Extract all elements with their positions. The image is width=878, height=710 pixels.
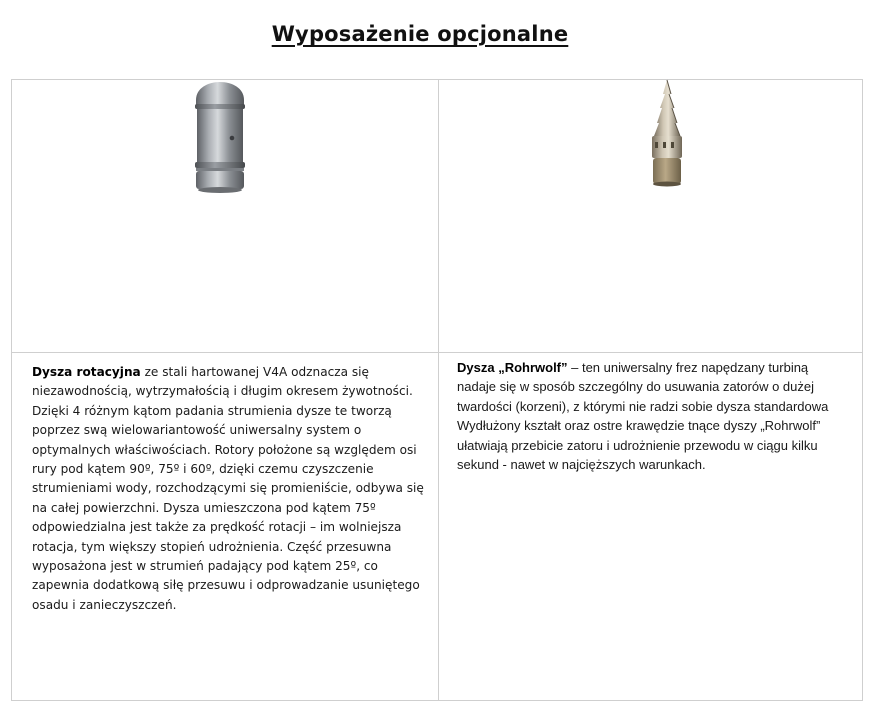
product-description-text: – ten uniwersalny frez napędzany turbiną nadaje się w sposób szczególny do usuwania zatorów o dużej twardości (korzeni), z którymi nie radzi sobie dysza standardowa Wydłużony kształt oraz ostre krawędzie tnące dyszy „Rohrwolf” ułatwiają przebicie zatoru i udrożnienie przewodu w ciągu kilku sekund - nawet w najcięższych warunkach. bbox=[457, 360, 829, 473]
product-description-text: ze stali hartowanej V4A odznacza się niezawodnością, wytrzymałością i długim okresem żywotności. Dzięki 4 różnym kątom padania strumienia dysze te tworzą poprzez swą wielowariantowość uniwersalny system o optymalnych właściwościach. Rotory położone są względem osi rury pod kątem 90º, 75º i 60º, dzięki czemu czyszczenie strumieniami wody, rozchodzącymi się promieniście, odbywa się na całej powierzchni. Dysza umieszczona pod kątem 75º odpowiedzialna jest także za prędkość rotacji – im wolniejsza rotacja, tym większy stopień udrożnienia. Część przesuwna wyposażona jest w strumień padający pod kątem 25º, co zapewnia dodatkową siłę przesuwu i odprowadzanie usuniętego osadu i zanieczyszczeń. bbox=[32, 365, 424, 612]
product-name: Dysza „Rohrwolf” bbox=[457, 360, 568, 375]
rotary-nozzle-description bbox=[32, 363, 424, 615]
column-divider bbox=[438, 80, 439, 700]
rohrwolf-nozzle-description bbox=[457, 358, 849, 474]
page-title: Wyposażenie opcjonalne bbox=[271, 22, 569, 46]
row-divider bbox=[12, 352, 862, 353]
rotary-nozzle-icon bbox=[190, 70, 250, 200]
product-name: Dysza rotacyjna bbox=[32, 365, 141, 379]
rohrwolf-cutter-nozzle-icon bbox=[644, 78, 690, 188]
